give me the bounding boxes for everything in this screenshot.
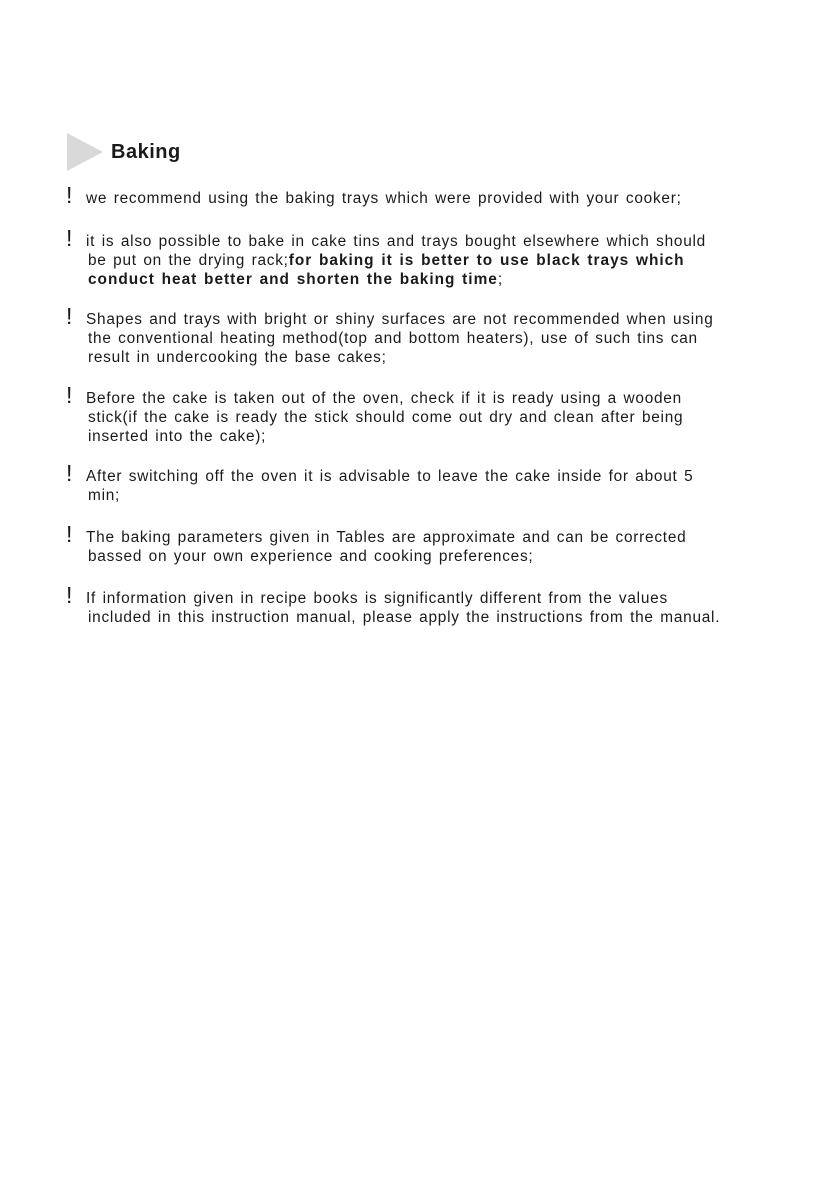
list-item-text [86, 467, 766, 505]
text-line: the conventional heating method(top and bottom heaters), use of such tins can [88, 330, 698, 347]
section-title: Baking [111, 141, 181, 163]
text-line: result in undercooking the base cakes; [88, 349, 387, 366]
section-header [67, 133, 467, 173]
text-line [86, 251, 766, 270]
text-line: The baking parameters given in Tables are approximate and can be corrected [86, 529, 687, 546]
play-triangle-icon [67, 133, 103, 171]
text-line: If information given in recipe books is significantly different from the values [86, 590, 668, 607]
text-line: After switching off the oven it is advisable to leave the cake inside for about 5 [86, 468, 694, 485]
exclamation-icon: ! [66, 521, 73, 547]
text-line: Before the cake is taken out of the oven, check if it is ready using a wooden [86, 390, 682, 407]
text-line: inserted into the cake); [88, 428, 267, 445]
exclamation-icon: ! [66, 303, 73, 329]
exclamation-icon: ! [66, 225, 73, 251]
list-item-text [86, 189, 766, 208]
text-line: Shapes and trays with bright or shiny surfaces are not recommended when using [86, 311, 714, 328]
text-line: included in this instruction manual, please apply the instructions from the manual. [88, 609, 721, 626]
text-segment: ; [497, 271, 503, 288]
list-item-text [86, 389, 766, 446]
list-item-text [86, 232, 766, 289]
list-item-text [86, 528, 766, 566]
bold-text-segment: for baking it is better to use black trays which [288, 252, 685, 269]
list-item-text [86, 589, 766, 627]
text-line: it is also possible to bake in cake tins and trays bought elsewhere which should [86, 233, 706, 250]
text-line [86, 270, 766, 289]
exclamation-icon: ! [66, 582, 73, 608]
list-item-text [86, 310, 766, 367]
text-line: we recommend using the baking trays which were provided with your cooker; [86, 190, 682, 207]
text-line: stick(if the cake is ready the stick should come out dry and clean after being [88, 409, 684, 426]
bold-text-segment: conduct heat better and shorten the baking time [88, 271, 498, 288]
exclamation-icon: ! [66, 382, 73, 408]
exclamation-icon: ! [66, 182, 73, 208]
text-line: min; [88, 487, 121, 504]
text-segment: be put on the drying rack; [88, 252, 289, 269]
exclamation-icon: ! [66, 460, 73, 486]
text-line: bassed on your own experience and cooking preferences; [88, 548, 534, 565]
